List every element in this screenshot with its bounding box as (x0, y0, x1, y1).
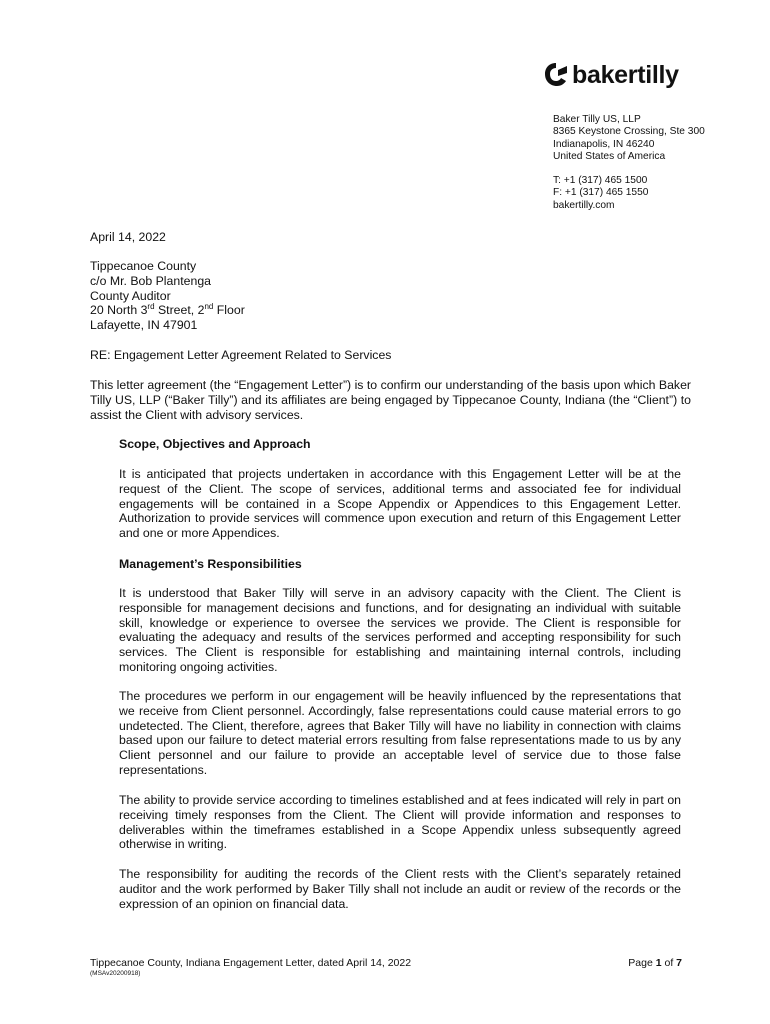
letter-date: April 14, 2022 (90, 230, 166, 244)
management-paragraph-1: It is understood that Baker Tilly will serve in an advisory capacity with the Client. The Client is responsible for management decisions and functions, and for designating an individual with suitable skill, knowledge or experience to oversee the services we provide. The Client is responsible for evaluating the adequacy and results of the services performed and accepting responsibility for such services. The Client is responsible for establishing and maintaining internal controls, including monitoring ongoing activities. (119, 586, 681, 674)
website-link[interactable]: bakertilly.com (553, 199, 615, 211)
page-footer (90, 957, 682, 977)
management-paragraph-4: The responsibility for auditing the records of the Client rests with the Client’s separately retained auditor and the work performed by Baker Tilly shall not include an audit or review of the records or the expression of an opinion on financial data. (119, 867, 681, 911)
sender-address-block (553, 114, 705, 212)
address-line: 8365 Keystone Crossing, Ste 300 (553, 126, 705, 138)
address-line: Indianapolis, IN 46240 (553, 138, 655, 150)
brand-name: bakertilly (572, 60, 679, 89)
subject-line: RE: Engagement Letter Agreement Related to Services (90, 348, 392, 362)
recipient-line: c/o Mr. Bob Plantenga (90, 273, 211, 288)
baker-tilly-logo-icon (542, 60, 570, 90)
recipient-line: County Auditor (90, 288, 171, 303)
recipient-line: Tippecanoe County (90, 259, 197, 273)
footer-title: Tippecanoe County, Indiana Engagement Letter, dated April 14, 2022 (90, 957, 412, 969)
scope-heading: Scope, Objectives and Approach (119, 437, 311, 451)
management-paragraph-3: The ability to provide service according to timelines established and at fees indicated will rely in part on receiving timely responses from the Client. The Client will provide information and responses to deliverables within the timeframes established in a Scope Appendix unless subsequently agreed otherwise in writing. (119, 793, 681, 852)
scope-paragraph: It is anticipated that projects undertaken in accordance with this Engagement Letter will be at the request of the Client. The scope of services, additional terms and associated fee for individual engagements will be contained in a Scope Appendix or Appendices to this Engagement Letter. Authorization to provide services will commence upon execution and return of this Engagement Letter and one or more Appendices. (119, 467, 681, 541)
address-line: Baker Tilly US, LLP (553, 114, 641, 125)
intro-paragraph: This letter agreement (the “Engagement Letter”) is to confirm our understanding of the basis upon which Baker Tilly US, LLP (“Baker Tilly”) and its affiliates are being engaged by Tippecanoe County, Indiana (the “Client”) to assist the Client with advisory services. (90, 378, 691, 422)
recipient-street: 20 North 3rd Street, 2nd Floor (90, 302, 245, 318)
address-line: United States of America (553, 150, 666, 162)
management-paragraph-2: The procedures we perform in our engagement will be heavily influenced by the representations that we receive from Client personnel. Accordingly, false representations could cause material errors to go undetected. The Client, therefore, agrees that Baker Tilly will have no liability in connection with claims based upon our failure to detect material errors resulting from false representations made to us by any Client personnel and our failure to provide an acceptable level of service due to those false representations. (119, 689, 681, 777)
management-heading: Management’s Responsibilities (119, 557, 302, 571)
form-code: (MSAv20200918) (90, 970, 141, 977)
baker-tilly-logo (542, 55, 692, 95)
page-number: Page 1 of 7 (628, 957, 682, 969)
recipient-block (90, 259, 245, 333)
fax-number: F: +1 (317) 465 1550 (553, 187, 649, 199)
phone-number: T: +1 (317) 465 1500 (553, 175, 648, 187)
recipient-line: Lafayette, IN 47901 (90, 318, 198, 333)
